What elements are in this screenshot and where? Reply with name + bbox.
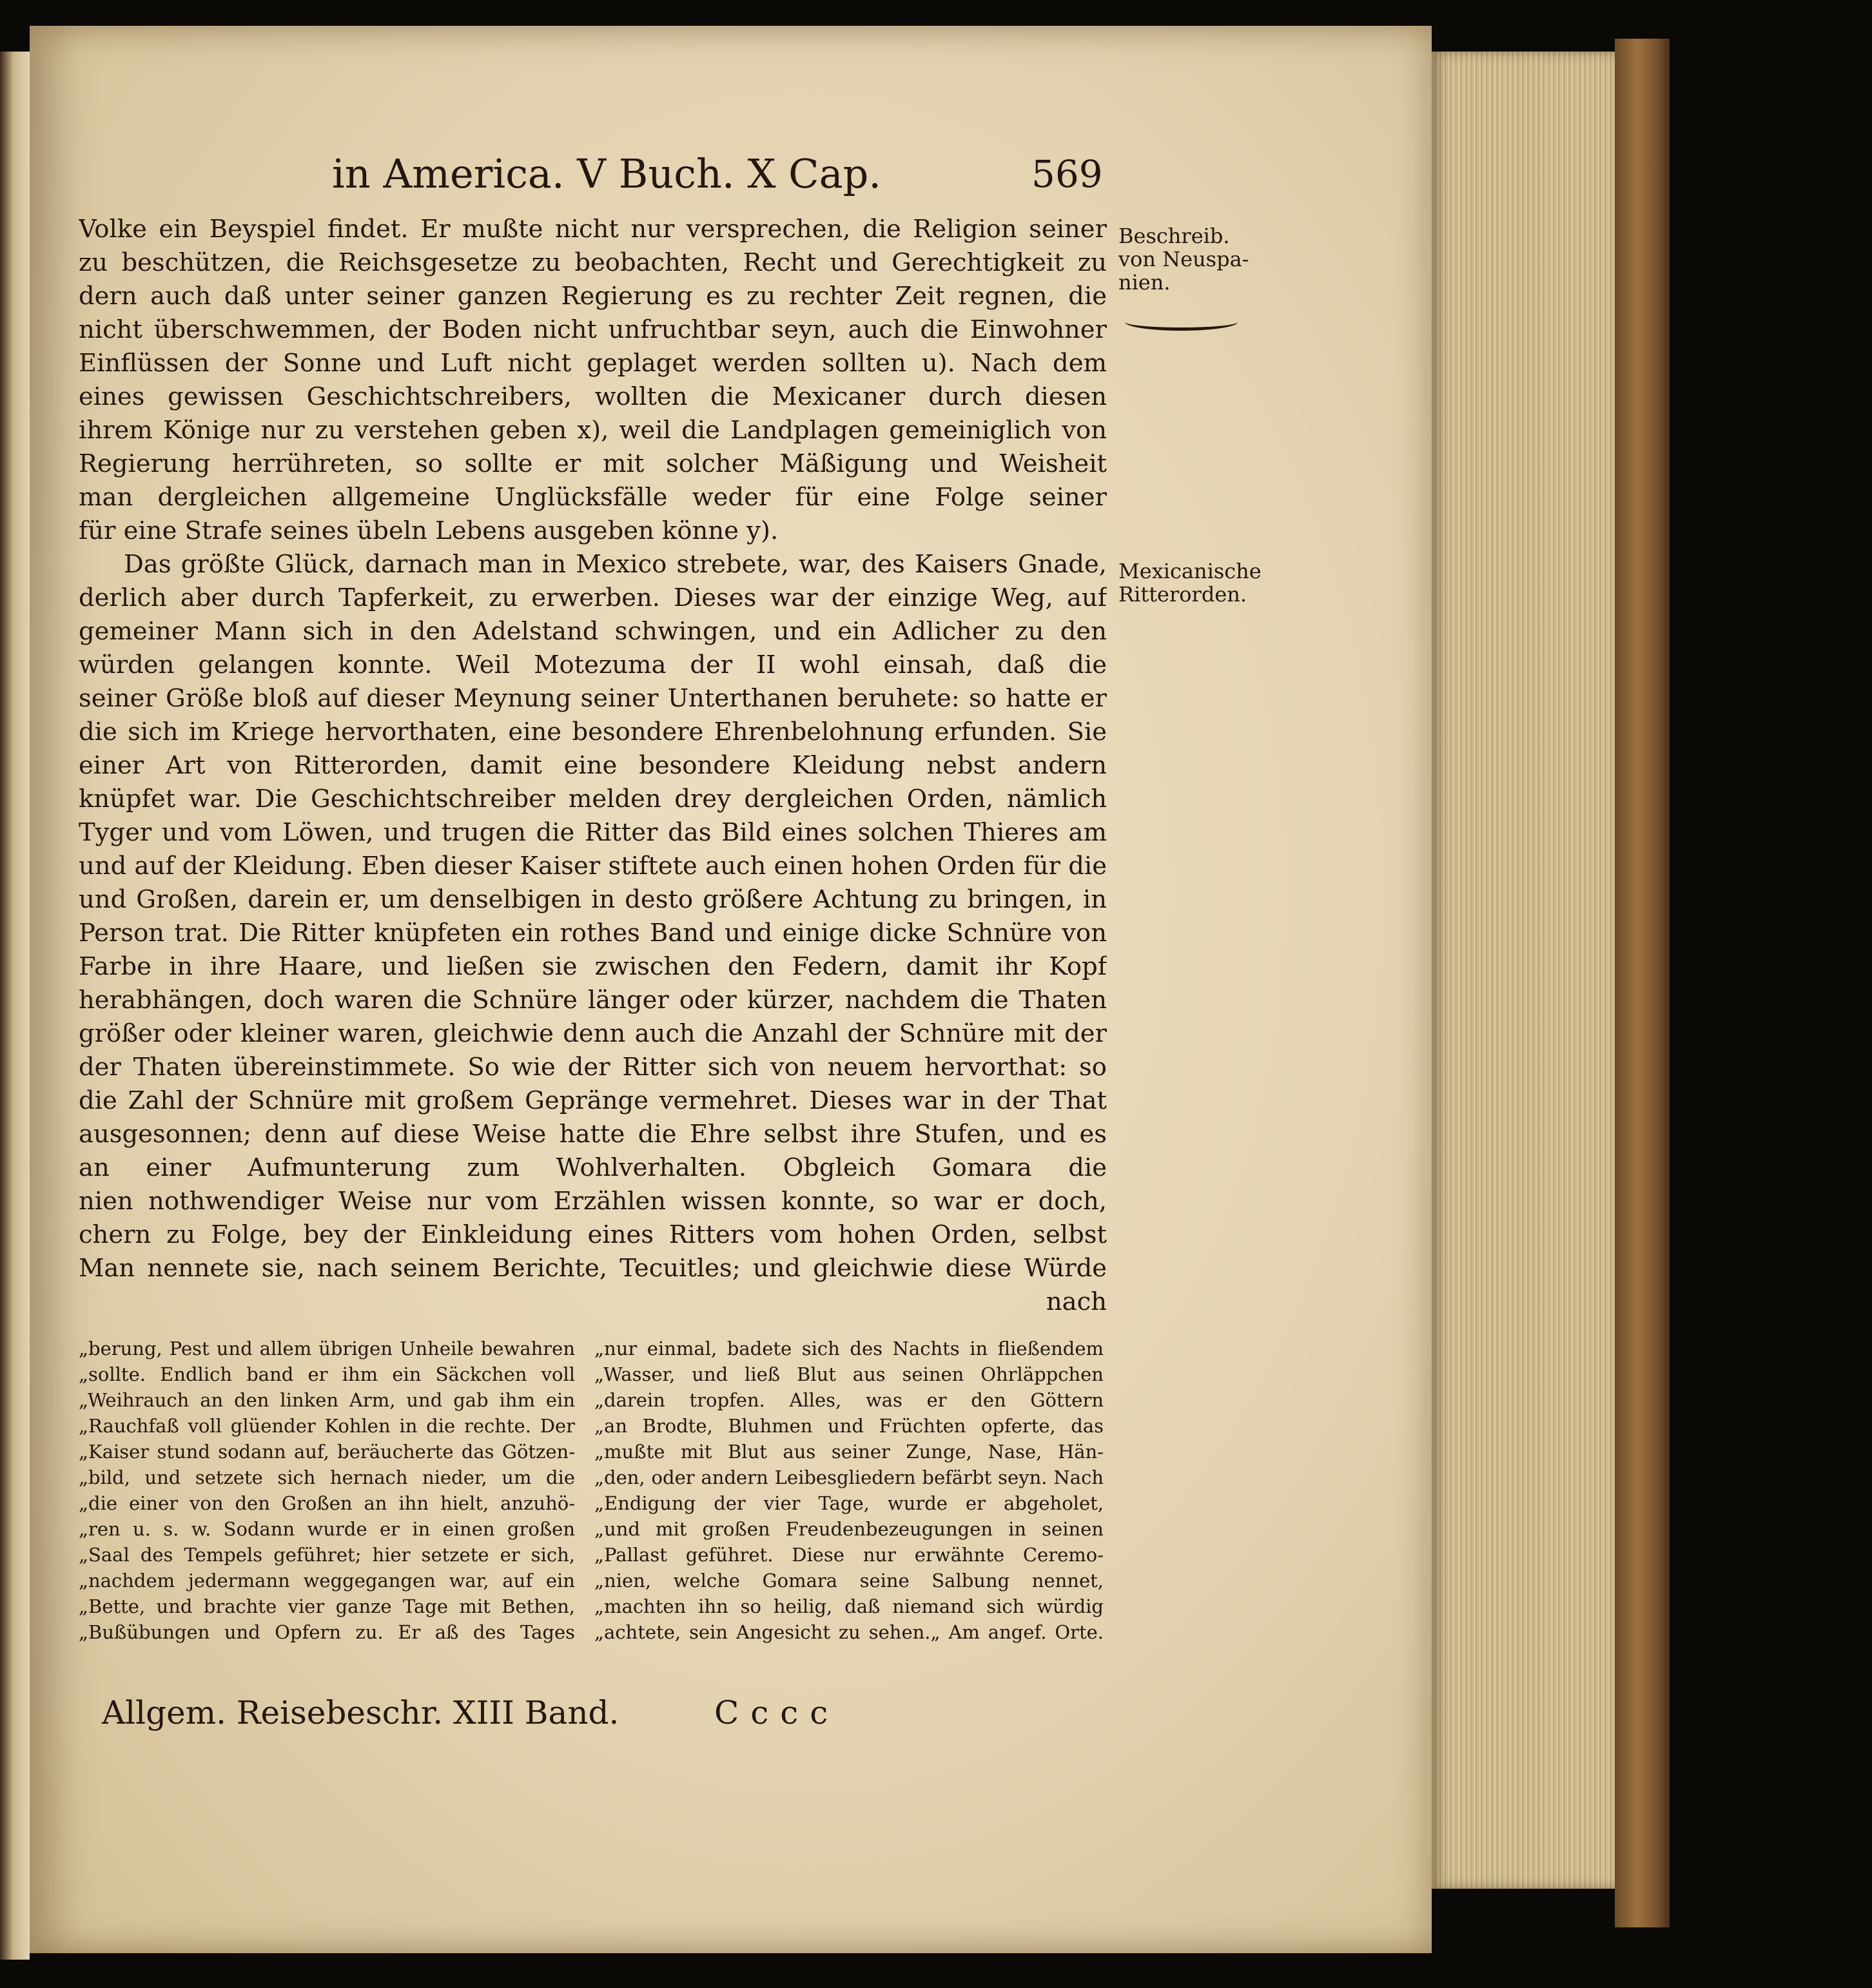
footnote-line: „sollte. Endlich band er ihm ein Säckchen voll xyxy=(79,1363,575,1385)
left-page-edge xyxy=(0,52,30,1960)
text-line: eines gewissen Geschichtschreibers, wollten die Mexicaner durch diesen xyxy=(79,382,1107,411)
footnote-line: „mußte mit Blut aus seiner Zunge, Nase, Hän- xyxy=(594,1441,1104,1463)
footnote-line: „Endigung der vier Tage, wurde er abgeholet, xyxy=(594,1492,1104,1514)
text-line: für eine Strafe seines übeln Lebens ausgeben könne y). xyxy=(79,516,779,545)
text-line: und auf der Kleidung. Eben dieser Kaiser stiftete auch einen hohen Orden für die xyxy=(79,852,1107,881)
text-line: der Thaten übereinstimmete. So wie der Ritter sich von neuem hervorthat: so xyxy=(79,1053,1107,1082)
footnote-line: „bild, und setzete sich hernach nieder, um die xyxy=(79,1467,575,1488)
text-line: seiner Größe bloß auf dieser Meynung seiner Unterthanen beruhete: so hatte er xyxy=(79,684,1107,713)
footnote-column-left xyxy=(79,1336,575,1645)
text-line: ihrem Könige nur zu verstehen geben x), weil die Landplagen gemeiniglich von xyxy=(79,416,1107,445)
margin-note-knightly-orders xyxy=(1118,560,1262,606)
footnote-line: „achtete, sein Angesicht zu sehen.„ Am angef. Orte. xyxy=(594,1621,1104,1643)
text-line: derlich aber durch Tapferkeit, zu erwerben. Dieses war der einzige Weg, auf xyxy=(79,583,1107,612)
text-line: dern auch daß unter seiner ganzen Regierung es zu rechter Zeit regnen, die xyxy=(79,282,1107,311)
text-line: man dergleichen allgemeine Unglücksfälle weder für eine Folge seiner xyxy=(79,483,1107,512)
text-line: größer oder kleiner waren, gleichwie denn auch die Anzahl der Schnüre mit der xyxy=(79,1019,1107,1048)
text-line: ausgesonnen; denn auf diese Weise hatte die Ehre selbst ihre Stufen, und es xyxy=(79,1120,1107,1149)
footnote-line: „berung, Pest und allem übrigen Unheile bewahren xyxy=(79,1338,575,1359)
page-edges xyxy=(1432,52,1615,1889)
running-head-title: in America. V Buch. X Cap. xyxy=(332,150,881,197)
footnote-line: „nachdem jedermann weggegangen war, auf ein xyxy=(79,1570,575,1592)
footnote-line: „den, oder andern Leibesgliedern befärbt seyn. Nach xyxy=(594,1467,1104,1488)
footnote-line: „Saal des Tempels geführet; hier setzete er sich, xyxy=(79,1544,575,1566)
text-line: nicht überschwemmen, der Boden nicht unfruchtbar seyn, auch die Einwohner xyxy=(79,315,1107,344)
footnote-line: „ren u. s. w. Sodann wurde er in einen großen xyxy=(79,1518,575,1540)
footnote-line: „Bette, und brachte vier ganze Tage mit Bethen, xyxy=(79,1595,575,1617)
margin-note-line: nien. xyxy=(1118,270,1171,295)
footnote-line: „Bußübungen und Opfern zu. Er aß des Tages xyxy=(79,1621,575,1643)
text-line: Person trat. Die Ritter knüpfeten ein rothes Band und einige dicke Schnüre von xyxy=(79,919,1107,948)
text-line: herabhängen, doch waren die Schnüre länger oder kürzer, nachdem die Thaten xyxy=(79,986,1107,1015)
margin-brace xyxy=(1125,313,1238,331)
text-line: Farbe in ihre Haare, und ließen sie zwischen den Federn, damit ihr Kopf xyxy=(79,952,1107,981)
text-line: Das größte Glück, darnach man in Mexico strebete, war, des Kaisers Gnade, xyxy=(124,550,1107,579)
footnote-line: „Pallast geführet. Diese nur erwähnte Ceremo- xyxy=(594,1544,1104,1566)
signature-mark: Cccc xyxy=(714,1694,840,1731)
margin-note-line: Ritterorden. xyxy=(1118,582,1247,607)
margin-note-line: Mexicanische xyxy=(1118,559,1262,583)
text-line: die Zahl der Schnüre mit großem Gepränge vermehret. Dieses war in der That xyxy=(79,1086,1107,1115)
text-line: Tyger und vom Löwen, und trugen die Ritter das Bild eines solchen Thieres am xyxy=(79,818,1107,847)
footnote-line: „nur einmal, badete sich des Nachts in fließendem xyxy=(594,1338,1104,1359)
page-number: 569 xyxy=(1031,152,1103,196)
text-line: Einflüssen der Sonne und Luft nicht geplaget werden sollten u). Nach dem xyxy=(79,349,1107,378)
footnote-line: „Wasser, und ließ Blut aus seinen Ohrläppchen xyxy=(594,1363,1104,1385)
footnote-line: „nien, welche Gomara seine Salbung nennet, xyxy=(594,1570,1104,1592)
text-line: zu beschützen, die Reichsgesetze zu beobachten, Recht und Gerechtigkeit zu xyxy=(79,248,1107,277)
margin-note-line: Beschreib. xyxy=(1118,224,1230,248)
footnote-line: „machten ihn so heilig, daß niemand sich würdig xyxy=(594,1595,1104,1617)
footnote-line: „an Brodte, Bluhmen und Früchten opferte, das xyxy=(594,1415,1104,1437)
signature-line: Allgem. Reisebeschr. XIII Band. xyxy=(102,1694,619,1731)
text-line: Man nennete sie, nach seinem Berichte, Tecuitles; und gleichwie diese Würde xyxy=(79,1254,1107,1283)
text-line: die sich im Kriege hervorthaten, eine besondere Ehrenbelohnung erfunden. Sie xyxy=(79,717,1107,746)
footnote-line: „Weihrauch an den linken Arm, und gab ihm ein xyxy=(79,1389,575,1411)
text-line: einer Art von Ritterorden, damit eine besondere Kleidung nebst andern xyxy=(79,751,1107,780)
footnote-line: „und mit großen Freudenbezeugungen in seinen xyxy=(594,1518,1104,1540)
footnote-column-right xyxy=(594,1336,1104,1645)
text-line: gemeiner Mann sich in den Adelstand schwingen, und ein Adlicher zu den xyxy=(79,617,1107,646)
text-line: würden gelangen konnte. Weil Motezuma der II wohl einsah, daß die xyxy=(79,650,1107,679)
text-line: nien nothwendiger Weise nur vom Erzählen wissen konnte, so war er doch, xyxy=(79,1187,1107,1216)
margin-note-description xyxy=(1118,224,1249,294)
text-line: und Großen, darein er, um denselbigen in desto größere Achtung zu bringen, in xyxy=(79,885,1107,914)
text-line: an einer Aufmunterung zum Wohlverhalten. Obgleich Gomara die xyxy=(79,1153,1107,1182)
margin-note-line: von Neuspa- xyxy=(1118,247,1249,271)
text-line: Volke ein Beyspiel findet. Er mußte nicht nur versprechen, die Religion seiner xyxy=(79,215,1107,244)
main-text xyxy=(79,213,1107,1319)
footnote-line: „die einer von den Großen an ihn hielt, anzuhö- xyxy=(79,1492,575,1514)
text-line: knüpfet war. Die Geschichtschreiber melden drey dergleichen Orden, nämlich xyxy=(79,784,1107,814)
book-binding xyxy=(1615,39,1670,1927)
catchword: nach xyxy=(1046,1287,1107,1316)
text-line: Regierung herrühreten, so sollte er mit solcher Mäßigung und Weisheit xyxy=(79,449,1107,478)
text-line: chern zu Folge, bey der Einkleidung eines Ritters vom hohen Orden, selbst xyxy=(79,1220,1107,1249)
footnote-line: „darein tropfen. Alles, was er den Göttern xyxy=(594,1389,1104,1411)
footnote-line: „Rauchfaß voll glüender Kohlen in die rechte. Der xyxy=(79,1415,575,1437)
footnote-line: „Kaiser stund sodann auf, beräucherte das Götzen- xyxy=(79,1441,575,1463)
